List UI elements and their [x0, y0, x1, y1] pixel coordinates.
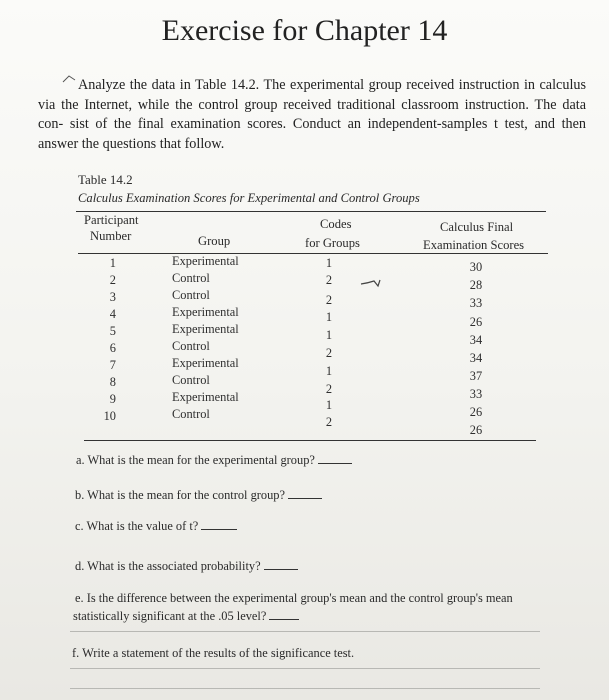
table-caption: Calculus Examination Scores for Experimental and Control Groups [78, 191, 420, 205]
header-exam-scores: Examination Scores [423, 238, 525, 252]
participant-number: 6 [109, 341, 116, 355]
answer-blank-a[interactable] [318, 452, 352, 464]
code-cell: 1 [325, 256, 333, 270]
code-cell: 2 [325, 346, 333, 360]
intro-line-2: via the Internet, while the control group received traditional classroom instruction. The data con- [38, 96, 586, 132]
participant-number: 10 [103, 409, 116, 423]
group-cell: Control [172, 288, 210, 302]
answer-line-f-1[interactable] [70, 668, 540, 669]
group-cell: Control [172, 339, 210, 353]
score-cell: 30 [469, 260, 483, 274]
question-a-text: a. What is the mean for the experimental group? [76, 453, 315, 467]
score-cell: 26 [469, 423, 483, 437]
instructions-paragraph [38, 76, 586, 154]
participant-number: 5 [109, 324, 116, 338]
participant-number: 3 [109, 290, 116, 304]
score-cell: 33 [469, 387, 483, 401]
participant-number: 2 [109, 273, 116, 287]
code-cell: 2 [325, 273, 333, 287]
code-cell: 2 [325, 415, 333, 429]
code-cell: 2 [325, 293, 333, 307]
participant-number: 8 [109, 375, 116, 389]
question-a [76, 452, 352, 468]
answer-line-f-2[interactable] [70, 688, 540, 689]
table-top-rule [76, 211, 546, 212]
intro-line-1: Analyze the data in Table 14.2. The experimental group received instruction in calculus [78, 77, 586, 93]
table-header-rule [78, 253, 548, 254]
question-e-text-2: statistically significant at the .05 level? [73, 609, 267, 623]
table-bottom-rule [84, 440, 536, 441]
answer-blank-d[interactable] [264, 558, 298, 570]
code-cell: 1 [325, 398, 333, 412]
score-cell: 26 [469, 405, 483, 419]
group-cell: Experimental [172, 305, 239, 319]
question-b [75, 487, 322, 503]
question-c-text: c. What is the value of t? [75, 519, 199, 533]
group-cell: Experimental [172, 254, 239, 268]
answer-blank-c[interactable] [201, 518, 237, 530]
question-e-continued [73, 608, 299, 624]
score-cell: 28 [469, 278, 483, 292]
intro-line-4: questions that follow. [102, 135, 225, 152]
score-cell: 37 [469, 369, 483, 383]
code-cell: 1 [325, 310, 333, 324]
question-f [72, 646, 354, 661]
code-cell: 1 [325, 364, 333, 378]
group-cell: Experimental [172, 390, 239, 404]
score-cell: 33 [469, 296, 483, 310]
question-e-text-1: e. Is the difference between the experimental group's mean and the control group's mean [75, 591, 513, 605]
group-cell: Control [172, 407, 210, 421]
question-d-text: d. What is the associated probability? [75, 559, 261, 573]
header-for-groups: for Groups [305, 236, 360, 250]
table-label: Table 14.2 [78, 172, 133, 187]
score-cell: 26 [469, 315, 483, 329]
question-d [75, 558, 298, 574]
score-cell: 34 [469, 333, 483, 347]
header-number: Number [90, 229, 132, 243]
code-cell: 2 [325, 382, 333, 396]
pen-mark-icon [62, 74, 76, 84]
header-codes: Codes [320, 217, 352, 231]
header-group: Group [198, 234, 231, 248]
participant-number: 7 [109, 358, 116, 372]
participant-number: 1 [109, 256, 116, 270]
question-e [75, 591, 513, 606]
answer-line-e[interactable] [70, 631, 540, 632]
participant-number: 9 [109, 392, 116, 406]
group-cell: Control [172, 271, 210, 285]
code-cell: 1 [325, 328, 333, 342]
answer-blank-b[interactable] [288, 487, 322, 499]
participant-number: 4 [109, 307, 116, 321]
page-title: Exercise for Chapter 14 [161, 14, 448, 47]
header-score: Calculus Final [440, 220, 514, 234]
question-c [75, 518, 237, 534]
group-cell: Control [172, 373, 210, 387]
question-b-text: b. What is the mean for the control group? [75, 488, 286, 502]
intro-line-3: sist of the final examination scores. Conduct an independent-samples t test, and then answer the [38, 116, 587, 152]
score-cell: 34 [469, 351, 483, 365]
answer-blank-e[interactable] [269, 608, 299, 620]
question-f-text: f. Write a statement of the results of the significance test. [72, 646, 355, 660]
group-cell: Experimental [172, 322, 239, 336]
pen-tick-icon [360, 278, 384, 288]
header-participant: Participant [84, 213, 139, 227]
group-cell: Experimental [172, 356, 239, 370]
